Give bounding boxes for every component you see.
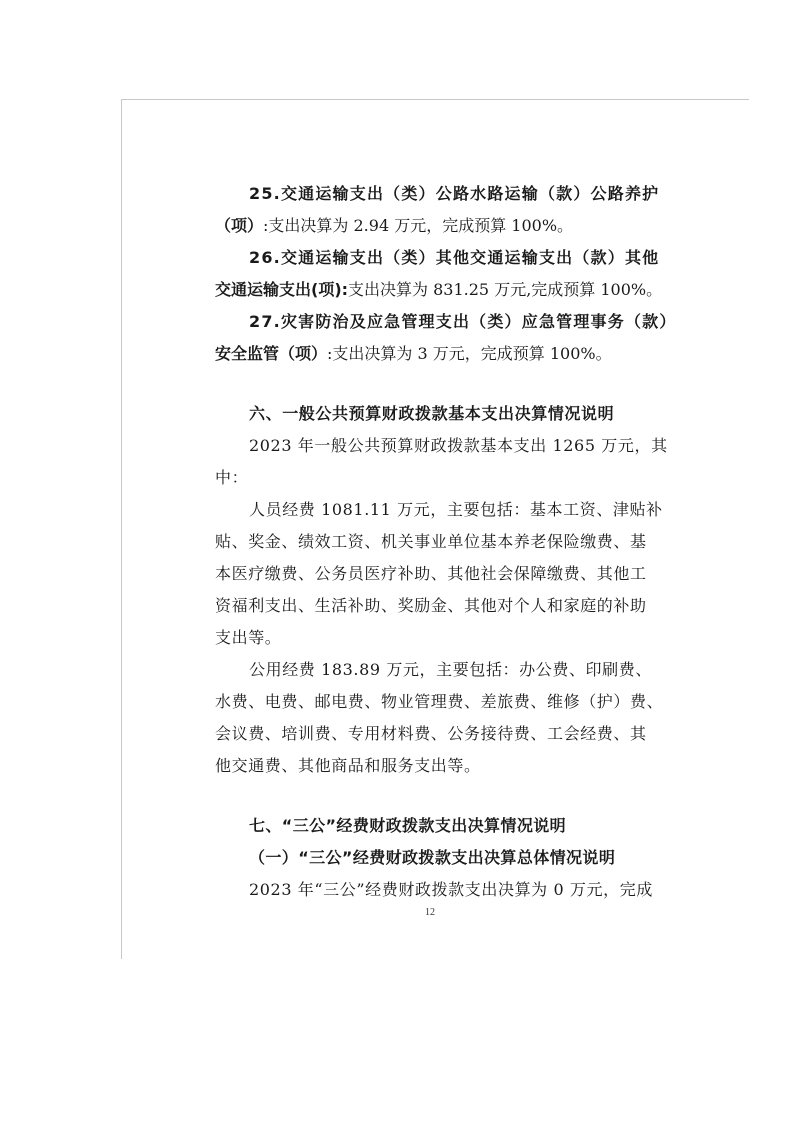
- personnel-line-4: 资福利支出、生活补助、奖励金、其他对个人和家庭的补助: [215, 596, 647, 615]
- page-border-top: [121, 99, 749, 100]
- personnel-line-5: 支出等。: [215, 628, 282, 647]
- item-25-title: 25.交通运输支出（类）公路水路运输（款）公路养护: [249, 184, 660, 203]
- public-expenses-paragraph: [215, 654, 664, 782]
- public-line-1: 公用经费 183.89 万元，主要包括：办公费、印刷费、: [249, 660, 652, 679]
- page-number: 12: [425, 907, 435, 918]
- item-25-detail: :支出决算为 2.94 万元，完成预算 100%。: [263, 216, 574, 235]
- item-26-title: 26.交通运输支出（类）其他交通运输支出（款）其他: [249, 248, 660, 267]
- personnel-expenses-paragraph: [215, 494, 661, 654]
- item-26-detail: 支出决算为 831.25 万元,完成预算 100%。: [348, 280, 663, 299]
- personnel-line-1: 人员经费 1081.11 万元，主要包括：基本工资、津贴补: [249, 500, 663, 519]
- personnel-line-3: 本医疗缴费、公务员医疗补助、其他社会保障缴费、其他工: [215, 564, 647, 583]
- section-6-heading: 六、一般公共预算财政拨款基本支出决算情况说明: [249, 404, 615, 423]
- section-7-body-line-1: 2023 年“三公”经费财政拨款支出决算为 0 万元，完成: [249, 880, 653, 899]
- item-27-title-cont: 安全监管（项）: [215, 344, 328, 363]
- page-border-left: [121, 99, 122, 959]
- section-7-body: [215, 874, 661, 906]
- item-26-title-cont: 交通运输支出(项):: [215, 280, 349, 299]
- public-line-3: 会议费、培训费、专用材料费、公务接待费、工会经费、其: [215, 724, 647, 743]
- item-25: [215, 178, 661, 242]
- section-7-heading: 七、“三公”经费财政拨款支出决算情况说明: [249, 816, 567, 835]
- section-6-intro: [215, 430, 668, 494]
- section-7-subheading: （一）“三公”经费财政拨款支出决算总体情况说明: [249, 848, 616, 867]
- public-line-4: 他交通费、其他商品和服务支出等。: [215, 756, 481, 775]
- item-27: [215, 306, 677, 370]
- public-line-2: 水费、电费、邮电费、物业管理费、差旅费、维修（护）费、: [215, 692, 664, 711]
- item-25-title-cont: （项）: [215, 216, 264, 235]
- item-27-title: 27.灾害防治及应急管理支出（类）应急管理事务（款）: [249, 312, 677, 331]
- item-26: [215, 242, 661, 306]
- item-27-detail: :支出决算为 3 万元，完成预算 100%。: [327, 344, 612, 363]
- personnel-line-2: 贴、奖金、绩效工资、机关事业单位基本养老保险缴费、基: [215, 532, 647, 551]
- section-6-intro-line-2: 中：: [215, 468, 249, 487]
- section-6-intro-line-1: 2023 年一般公共预算财政拨款基本支出 1265 万元，其: [249, 436, 668, 455]
